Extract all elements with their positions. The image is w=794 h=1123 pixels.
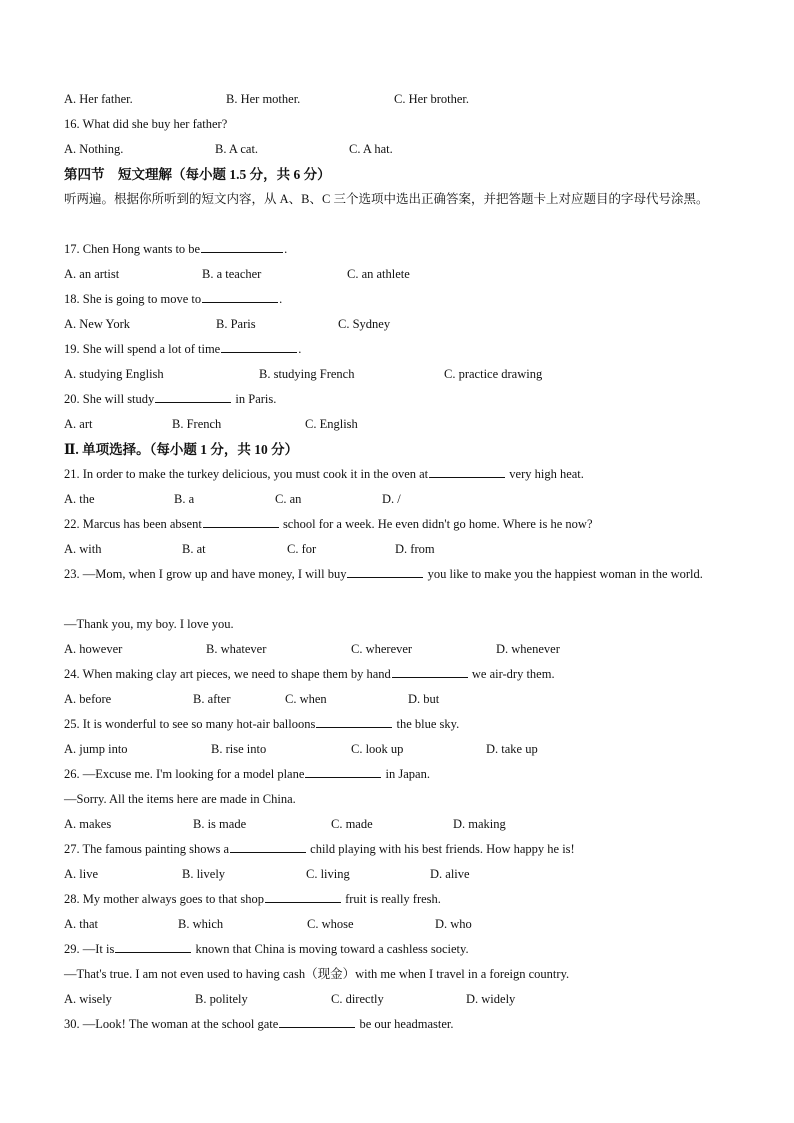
- q28-options: [64, 912, 730, 937]
- q23-option-d: D. whenever: [496, 642, 560, 656]
- q30-text-before: 30. —Look! The woman at the school gate: [64, 1017, 279, 1031]
- q20-text-after: in Paris.: [232, 392, 277, 406]
- q21-option-b: B. a: [174, 492, 195, 506]
- q29-blank: [115, 938, 191, 953]
- q27-option-b: B. lively: [182, 867, 226, 881]
- q25-stem: [64, 712, 730, 737]
- q22-option-c: C. for: [287, 542, 317, 556]
- q21-option-a: A. the: [64, 492, 95, 506]
- q29-option-d: D. widely: [466, 992, 516, 1006]
- q18-options: [64, 312, 730, 337]
- q17-options: [64, 262, 730, 287]
- q28-blank: [265, 888, 341, 903]
- q15-options: [64, 87, 730, 112]
- q21-option-d: D. /: [382, 492, 401, 506]
- q23-reply: —Thank you, my boy. I love you.: [64, 617, 234, 631]
- section4-title: 第四节 短文理解（每小题 1.5 分，共 6 分）: [64, 167, 331, 182]
- q20-option-c: C. English: [305, 417, 358, 431]
- q16-option-b: B. A cat.: [215, 142, 259, 156]
- q27-option-d: D. alive: [430, 867, 470, 881]
- q26-option-c: C. made: [331, 817, 373, 831]
- q30-text-after: be our headmaster.: [356, 1017, 454, 1031]
- q19-option-c: C. practice drawing: [444, 367, 543, 381]
- q22-stem: [64, 512, 730, 537]
- q24-options: [64, 687, 730, 712]
- q17-blank: [201, 238, 283, 253]
- q20-option-b: B. French: [172, 417, 222, 431]
- q30-stem: [64, 1012, 730, 1037]
- q26-stem: [64, 762, 730, 787]
- q23-text-before: 23. —Mom, when I grow up and have money, I will buy: [64, 567, 347, 581]
- q19-option-a: A. studying English: [64, 367, 164, 381]
- q24-option-c: C. when: [285, 692, 327, 706]
- part2-title: Ⅱ. 单项选择。（每小题 1 分，共 10 分）: [64, 442, 299, 457]
- q19-text-before: 19. She will spend a lot of time: [64, 342, 221, 356]
- q22-text-before: 22. Marcus has been absent: [64, 517, 202, 531]
- q19-blank: [221, 338, 297, 353]
- q19-options: [64, 362, 730, 387]
- q16-option-a: A. Nothing.: [64, 142, 124, 156]
- q21-text-before: 21. In order to make the turkey delicious, you must cook it in the oven at: [64, 467, 429, 481]
- q25-option-d: D. take up: [486, 742, 538, 756]
- q26-blank: [305, 763, 381, 778]
- q20-option-a: A. art: [64, 417, 93, 431]
- q27-options: [64, 862, 730, 887]
- q16-options: [64, 137, 730, 162]
- q29-options: [64, 987, 730, 1012]
- q17-option-c: C. an athlete: [347, 267, 410, 281]
- q18-option-b: B. Paris: [216, 317, 256, 331]
- q27-stem: [64, 837, 730, 862]
- q25-option-c: C. look up: [351, 742, 404, 756]
- q26-text-after: in Japan.: [382, 767, 430, 781]
- q23-blank: [347, 563, 423, 578]
- q19-option-b: B. studying French: [259, 367, 355, 381]
- q21-text-after: very high heat.: [506, 467, 584, 481]
- q21-blank: [429, 463, 505, 478]
- q22-option-d: D. from: [395, 542, 435, 556]
- q23-text-after: you like to make you the happiest woman in the world.: [424, 567, 703, 581]
- q18-option-a: A. New York: [64, 317, 130, 331]
- q22-text-after: school for a week. He even didn't go home. Where is he now?: [279, 517, 593, 531]
- q29-text-before: 29. —It is: [64, 942, 115, 956]
- q27-blank: [230, 838, 306, 853]
- q28-option-c: C. whose: [307, 917, 354, 931]
- q18-text-after: .: [279, 292, 283, 306]
- q25-text-before: 25. It is wonderful to see so many hot-air balloons: [64, 717, 316, 731]
- q18-option-c: C. Sydney: [338, 317, 391, 331]
- exam-page: [64, 87, 730, 1037]
- q18-blank: [202, 288, 278, 303]
- q17-text-after: .: [284, 242, 288, 256]
- q26-option-d: D. making: [453, 817, 506, 831]
- q26-option-a: A. makes: [64, 817, 112, 831]
- q25-option-a: A. jump into: [64, 742, 128, 756]
- q24-option-a: A. before: [64, 692, 112, 706]
- q29-text-after: known that China is moving toward a cashless society.: [192, 942, 469, 956]
- q21-options: [64, 487, 730, 512]
- section4-instructions: 听两遍。根据你所听到的短文内容，从 A、B、C 三个选项中选出正确答案，并把答题卡上对应题目的字母代号涂黑。: [64, 192, 709, 206]
- q18-text-before: 18. She is going to move to: [64, 292, 202, 306]
- q23-option-b: B. whatever: [206, 642, 267, 656]
- q23-option-a: A. however: [64, 642, 123, 656]
- q23-stem: [64, 562, 730, 612]
- q28-text-after: fruit is really fresh.: [341, 892, 441, 906]
- q15-option-b: B. Her mother.: [226, 92, 301, 106]
- q26-option-b: B. is made: [193, 817, 247, 831]
- q28-option-b: B. which: [178, 917, 224, 931]
- q26-reply: —Sorry. All the items here are made in China.: [64, 792, 296, 806]
- q16-option-c: C. A hat.: [349, 142, 393, 156]
- q22-option-a: A. with: [64, 542, 102, 556]
- q20-text-before: 20. She will study: [64, 392, 155, 406]
- q15-option-c: C. Her brother.: [394, 92, 469, 106]
- q18-stem: [64, 287, 730, 312]
- q28-option-d: D. who: [435, 917, 472, 931]
- q29-option-a: A. wisely: [64, 992, 112, 1006]
- q22-blank: [203, 513, 279, 528]
- q29-stem: [64, 937, 730, 962]
- q24-option-b: B. after: [193, 692, 231, 706]
- q26-text-before: 26. —Excuse me. I'm looking for a model plane: [64, 767, 305, 781]
- q24-text-before: 24. When making clay art pieces, we need to shape them by hand: [64, 667, 391, 681]
- q19-text-after: .: [298, 342, 302, 356]
- q27-text-before: 27. The famous painting shows a: [64, 842, 230, 856]
- q24-blank: [392, 663, 468, 678]
- q17-text-before: 17. Chen Hong wants to be: [64, 242, 201, 256]
- q23-option-c: C. wherever: [351, 642, 413, 656]
- q23-options: [64, 637, 730, 662]
- q20-stem: [64, 387, 730, 412]
- q24-stem: [64, 662, 730, 687]
- q24-option-d: D. but: [408, 692, 440, 706]
- q26-options: [64, 812, 730, 837]
- q21-option-c: C. an: [275, 492, 302, 506]
- q22-option-b: B. at: [182, 542, 206, 556]
- q24-text-after: we air-dry them.: [468, 667, 555, 681]
- q17-option-b: B. a teacher: [202, 267, 262, 281]
- q20-options: [64, 412, 730, 437]
- q21-stem: [64, 462, 730, 487]
- q20-blank: [155, 388, 231, 403]
- q27-option-c: C. living: [306, 867, 350, 881]
- q16-stem: 16. What did she buy her father?: [64, 117, 228, 131]
- q27-text-after: child playing with his best friends. How happy he is!: [307, 842, 575, 856]
- q27-option-a: A. live: [64, 867, 99, 881]
- q25-option-b: B. rise into: [211, 742, 267, 756]
- q15-option-a: A. Her father.: [64, 92, 133, 106]
- q25-blank: [316, 713, 392, 728]
- q17-option-a: A. an artist: [64, 267, 120, 281]
- q22-options: [64, 537, 730, 562]
- q25-text-after: the blue sky.: [393, 717, 460, 731]
- q28-text-before: 28. My mother always goes to that shop: [64, 892, 264, 906]
- q28-stem: [64, 887, 730, 912]
- q30-blank: [279, 1013, 355, 1028]
- q19-stem: [64, 337, 730, 362]
- q25-options: [64, 737, 730, 762]
- q17-stem: [64, 237, 730, 262]
- q29-option-b: B. politely: [195, 992, 248, 1006]
- q29-option-c: C. directly: [331, 992, 384, 1006]
- q28-option-a: A. that: [64, 917, 99, 931]
- q29-reply: —That's true. I am not even used to having cash（现金）with me when I travel in a foreign country.: [64, 967, 570, 981]
